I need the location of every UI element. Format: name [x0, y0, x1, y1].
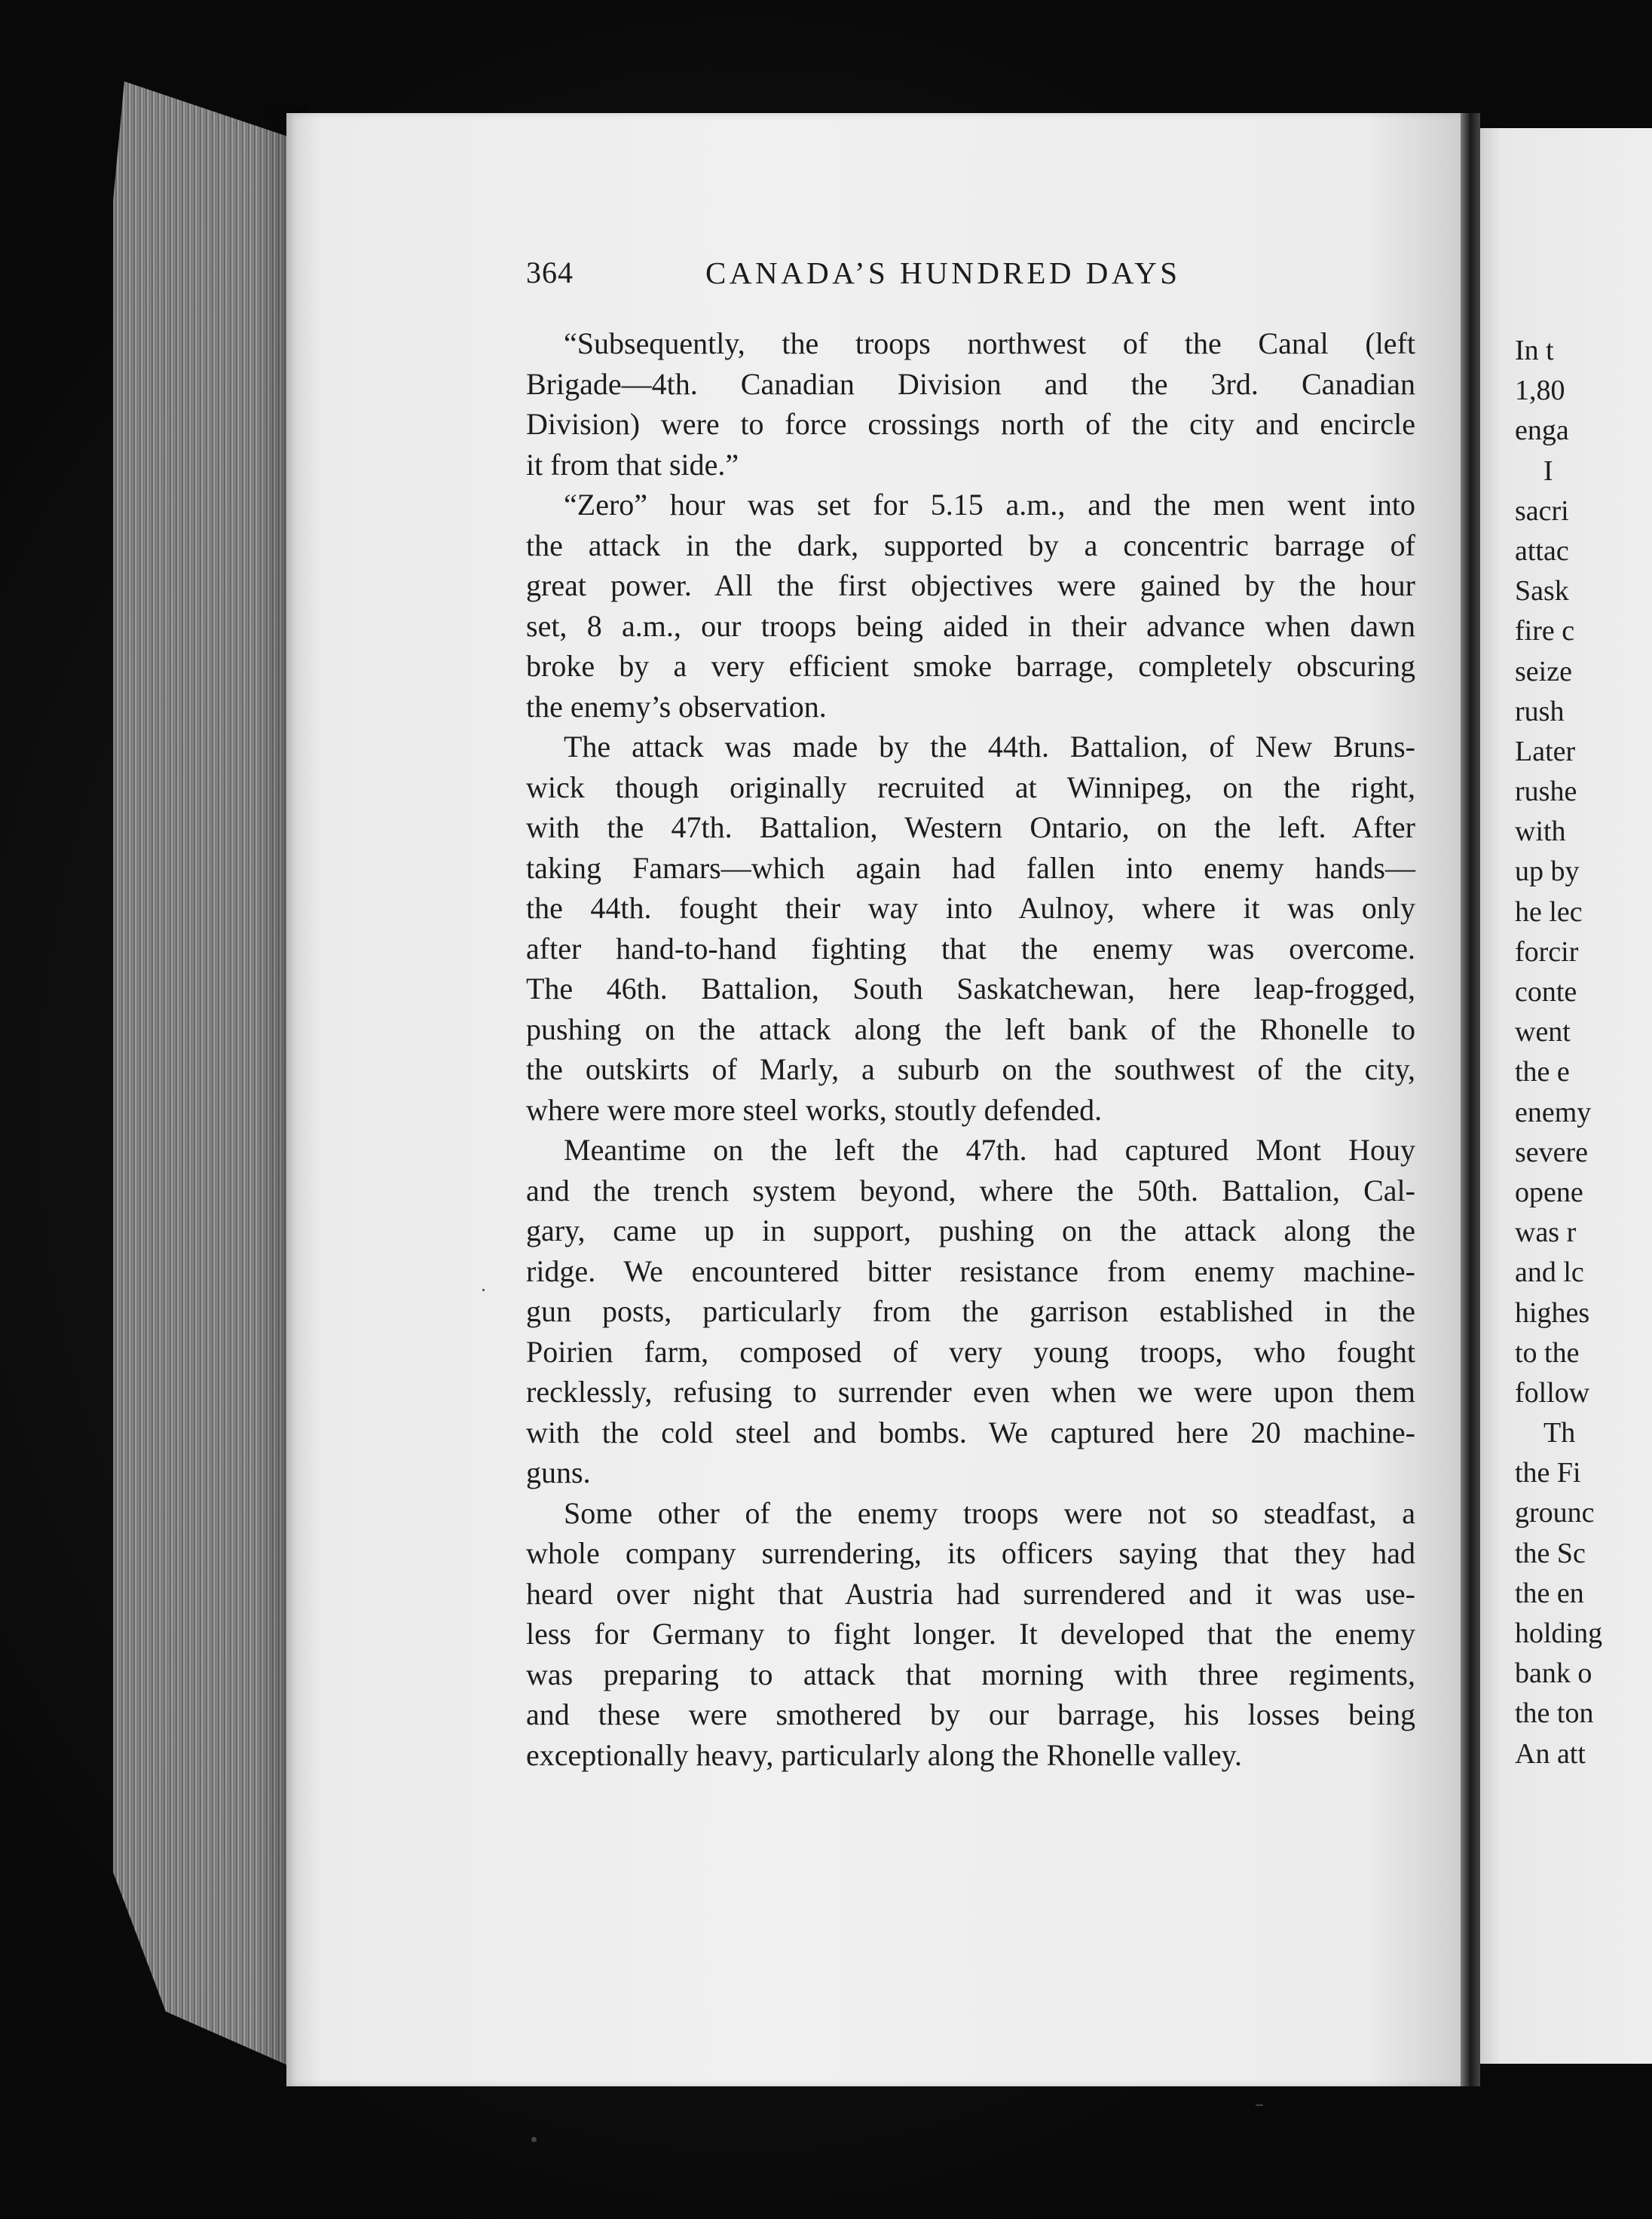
page-number: 364 [526, 256, 574, 289]
facing-text-line: bank o [1515, 1657, 1592, 1690]
text-line: pushing on the attack along the left bank of the Rhonelle to [526, 1012, 1415, 1046]
facing-text-line: Later [1515, 735, 1576, 767]
facing-text-line: to the [1515, 1336, 1580, 1369]
text-line: Some other of the enemy troops were not so steadfast, a [564, 1495, 1415, 1530]
facing-text-line: the e [1515, 1056, 1570, 1088]
text-line: was preparing to attack that morning with three regiments, [526, 1657, 1415, 1691]
scan-speck [1256, 2104, 1263, 2106]
text-line: whole company surrendering, its officers saying that they had [526, 1536, 1415, 1570]
text-line: guns. [526, 1455, 591, 1489]
text-line: the 44th. fought their way into Aulnoy, where it was only [526, 891, 1415, 925]
text-line: broke by a very efficient smoke barrage, completely obscuring [526, 649, 1415, 683]
facing-text-line: went [1515, 1016, 1571, 1048]
facing-text-line: severe [1515, 1136, 1589, 1168]
page-header [526, 255, 1415, 300]
facing-text-line: opene [1515, 1176, 1583, 1208]
text-line: the enemy’s observation. [526, 689, 827, 724]
text-line: after hand-to-hand fighting that the enemy was overcome. [526, 931, 1415, 966]
text-line: gun posts, particularly from the garrison established in the [526, 1294, 1415, 1328]
facing-text-line: the ton [1515, 1697, 1594, 1730]
facing-text-line: Sask [1515, 575, 1569, 608]
facing-page-text [1515, 331, 1652, 1774]
text-line: recklessly, refusing to surrender even when we were upon them [526, 1375, 1415, 1409]
text-line: “Subsequently, the troops northwest of the Canal (left [564, 326, 1415, 360]
facing-text-line: conte [1515, 976, 1577, 1008]
text-line: with the 47th. Battalion, Western Ontario, on the left. After [526, 810, 1415, 844]
text-line: and these were smothered by our barrage, his losses being [526, 1697, 1415, 1731]
facing-text-line: was r [1515, 1217, 1577, 1249]
scan-speck [482, 1289, 485, 1291]
book-gutter [1461, 113, 1480, 2086]
facing-text-line: enga [1515, 415, 1569, 447]
scan-speck [531, 2137, 537, 2142]
facing-text-line: seize [1515, 655, 1572, 687]
text-line: The attack was made by the 44th. Battalion, of New Bruns- [564, 730, 1415, 764]
facing-text-line: 1,80 [1515, 375, 1565, 407]
text-line: Meantime on the left the 47th. had captured Mont Houy [564, 1133, 1415, 1167]
text-line: Brigade—4th. Canadian Division and the 3rd. Canadian [526, 366, 1415, 401]
body-text [526, 323, 1415, 1775]
text-line: the attack in the dark, supported by a concentric barrage of [526, 528, 1415, 562]
text-line: heard over night that Austria had surrendered and it was use- [526, 1576, 1415, 1611]
text-line: where were more steel works, stoutly defended. [526, 1092, 1103, 1127]
facing-text-line: rushe [1515, 776, 1577, 808]
facing-text-line: follow [1515, 1376, 1590, 1409]
facing-text-line: and lc [1515, 1256, 1584, 1289]
facing-text-line: enemy [1515, 1096, 1592, 1128]
text-line: “Zero” hour was set for 5.15 a.m., and the men went into [564, 488, 1415, 522]
facing-text-line: with [1515, 816, 1566, 848]
text-line: set, 8 a.m., our troops being aided in their advance when dawn [526, 608, 1415, 643]
text-line: with the cold steel and bombs. We captured here 20 machine- [526, 1415, 1415, 1449]
facing-text-line: up by [1515, 855, 1580, 888]
running-head: CANADA’S HUNDRED DAYS [705, 256, 1181, 290]
facing-text-line: he lec [1515, 895, 1583, 928]
text-line: less for Germany to fight longer. It developed that the enemy [526, 1617, 1415, 1651]
facing-text-line: I [1543, 455, 1553, 487]
text-line: Division) were to force crossings north of the city and encircle [526, 407, 1415, 441]
facing-text-line: the en [1515, 1577, 1584, 1609]
text-line: wick though originally recruited at Winnipeg, on the right, [526, 770, 1415, 804]
facing-text-line: the Fi [1515, 1457, 1581, 1489]
text-line: exceptionally heavy, particularly along the Rhonelle valley. [526, 1737, 1243, 1772]
facing-text-line: Th [1543, 1417, 1576, 1449]
text-line: gary, came up in support, pushing on the attack along the [526, 1214, 1415, 1247]
text-line: the outskirts of Marly, a suburb on the southwest of the city, [526, 1052, 1415, 1086]
facing-text-line: In t [1515, 335, 1554, 366]
facing-text-line: the Sc [1515, 1537, 1586, 1569]
text-line: Poirien farm, composed of very young troops, who fought [526, 1334, 1415, 1369]
facing-text-line: An att [1515, 1737, 1586, 1770]
facing-text-line: highes [1515, 1296, 1590, 1329]
text-line: and the trench system beyond, where the 50th. Battalion, Cal- [526, 1173, 1415, 1207]
facing-text-line: grounc [1515, 1497, 1595, 1529]
text-line: The 46th. Battalion, South Saskatchewan, here leap-frogged, [526, 972, 1415, 1005]
facing-text-line: forcir [1515, 935, 1579, 968]
facing-text-line: sacri [1515, 494, 1569, 527]
text-line: taking Famars—which again had fallen into enemy hands— [526, 850, 1415, 885]
facing-text-line: rush [1515, 695, 1565, 727]
facing-text-line: holding [1515, 1618, 1603, 1649]
text-line: great power. All the first objectives were gained by the hour [526, 568, 1415, 602]
text-line: it from that side.” [526, 447, 739, 482]
facing-text-line: fire c [1515, 615, 1575, 647]
facing-text-line: attac [1515, 534, 1569, 567]
text-line: ridge. We encountered bitter resistance from enemy machine- [526, 1253, 1415, 1288]
